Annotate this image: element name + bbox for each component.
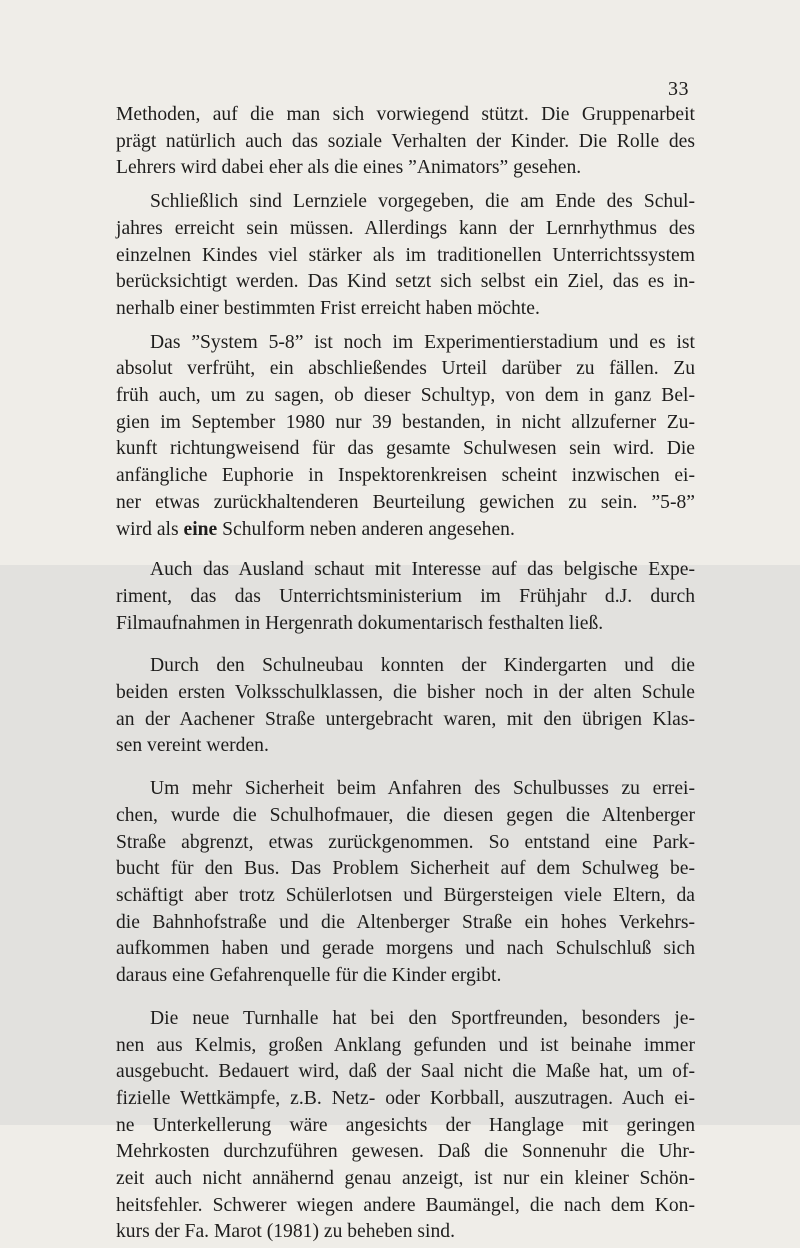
paragraph-6: [116, 776, 695, 990]
text-line: riment, das das Unterrichtsministerium im Frühjahr d.J. durch: [116, 585, 695, 607]
paragraph-3: [116, 330, 695, 544]
text-line: aufkommen haben und gerade morgens und nach Schulschluß sich: [116, 938, 695, 960]
text-line: fizielle Wettkämpfe, z.B. Netz- oder Korbball, auszutragen. Auch ei-: [116, 1087, 695, 1109]
body-text: [116, 102, 695, 1246]
text-line: an der Aachener Straße untergebracht waren, mit den übrigen Klas-: [116, 708, 695, 730]
paragraph-5: [116, 653, 695, 760]
text-line: daraus eine Gefahrenquelle für die Kinder ergibt.: [116, 965, 502, 987]
paragraph-2: [116, 189, 695, 323]
text-line: Durch den Schulneubau konnten der Kindergarten und die: [150, 655, 695, 677]
text-line: prägt natürlich auch das soziale Verhalten der Kinder. Die Rolle des: [116, 130, 695, 152]
paragraph-1: [116, 102, 695, 182]
text-line: [116, 517, 695, 544]
text-line: früh auch, um zu sagen, ob dieser Schultyp, von dem in ganz Bel-: [116, 385, 695, 407]
text-line: absolut verfrüht, ein abschließendes Urteil darüber zu fällen. Zu: [116, 358, 695, 380]
text-line: ausgebucht. Bedauert wird, daß der Saal nicht die Maße hat, um of-: [116, 1061, 695, 1083]
text-line: gien im September 1980 nur 39 bestanden, in nicht allzuferner Zu-: [116, 411, 695, 433]
page-number: 33: [668, 78, 689, 100]
text-line: Um mehr Sicherheit beim Anfahren des Schulbusses zu errei-: [150, 778, 695, 800]
text-line: Filmaufnahmen in Hergenrath dokumentarisch festhalten ließ.: [116, 612, 604, 634]
text-line: Methoden, auf die man sich vorwiegend stützt. Die Gruppenarbeit: [116, 104, 695, 125]
text-line: Mehrkosten durchzuführen gewesen. Daß die Sonnenuhr die Uhr-: [116, 1141, 695, 1163]
text-line: beiden ersten Volksschulklassen, die bisher noch in der alten Schule: [116, 682, 695, 704]
text-line: jahres erreicht sein müssen. Allerdings kann der Lernrhythmus des: [116, 217, 695, 239]
text-fragment: Schulform neben anderen angesehen.: [222, 518, 515, 540]
text-line: berücksichtigt werden. Das Kind setzt sich selbst ein Ziel, das es in-: [116, 271, 695, 293]
text-line: ne Unterkellerung wäre angesichts der Hanglage mit geringen: [116, 1114, 695, 1136]
text-line: die Bahnhofstraße und die Altenberger Straße ein hohes Verkehrs-: [116, 911, 695, 933]
paragraph-7: [116, 1006, 695, 1246]
text-line: Straße abgrenzt, etwas zurückgenommen. So entstand eine Park-: [116, 831, 695, 853]
text-line: Auch das Ausland schaut mit Interesse auf das belgische Expe-: [150, 559, 695, 581]
text-line: Schließlich sind Lernziele vorgegeben, die am Ende des Schul-: [150, 191, 695, 213]
emphasized-word: eine: [183, 518, 218, 540]
text-line: kunft richtungweisend für das gesamte Schulwesen sein wird. Die: [116, 438, 695, 460]
paragraph-4: [116, 557, 695, 637]
text-line: einzelnen Kindes viel stärker als im traditionellen Unterrichtssystem: [116, 244, 695, 266]
text-line: nen aus Kelmis, großen Anklang gefunden und ist beinahe immer: [116, 1034, 695, 1056]
text-line: Die neue Turnhalle hat bei den Sportfreunden, besonders je-: [150, 1007, 695, 1029]
text-line: ner etwas zurückhaltenderen Beurteilung gewichen zu sein. ”5-8”: [116, 491, 695, 513]
text-line: nerhalb einer bestimmten Frist erreicht haben möchte.: [116, 297, 540, 319]
text-line: Das ”System 5-8” ist noch im Experimentierstadium und es ist: [150, 331, 695, 353]
text-line: heitsfehler. Schwerer wiegen andere Baumängel, die nach dem Kon-: [116, 1194, 695, 1216]
text-line: chen, wurde die Schulhofmauer, die diesen gegen die Altenberger: [116, 804, 695, 826]
text-fragment: wird als: [116, 518, 179, 540]
text-line: kurs der Fa. Marot (1981) zu beheben sind.: [116, 1221, 455, 1243]
text-line: anfängliche Euphorie in Inspektorenkreisen scheint inzwischen ei-: [116, 465, 695, 487]
text-line: zeit auch nicht annähernd genau anzeigt, ist nur ein kleiner Schön-: [116, 1168, 695, 1190]
text-line: sen vereint werden.: [116, 735, 269, 757]
text-line: schäftigt aber trotz Schülerlotsen und Bürgersteigen viele Eltern, da: [116, 884, 695, 906]
text-line: bucht für den Bus. Das Problem Sicherheit auf dem Schulweg be-: [116, 858, 695, 880]
text-line: Lehrers wird dabei eher als die eines ”Animators” gesehen.: [116, 157, 582, 179]
